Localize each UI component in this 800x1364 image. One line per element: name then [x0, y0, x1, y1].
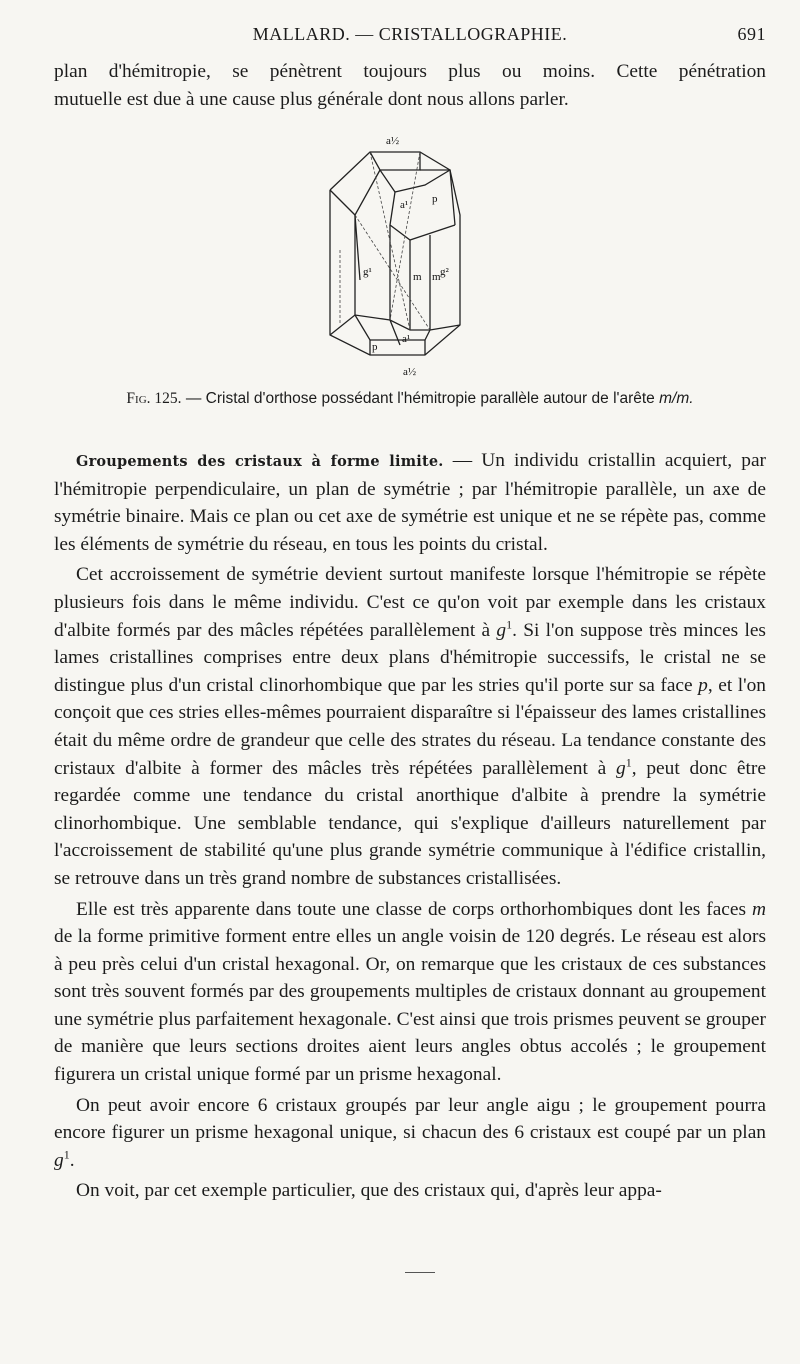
face-symbol: g: [54, 1149, 64, 1171]
top-line-2: mutuelle est due à une cause plus générale dont nous allons parler.: [54, 88, 569, 110]
fig-label-bottom: a½: [403, 366, 417, 378]
fig-label-g1: g¹: [363, 266, 372, 278]
fig-label-m2: m: [432, 271, 441, 283]
face-symbol: m: [751, 898, 766, 920]
paragraph-text: . Si l'on suppose très minces les lames cristallines comprises entre deux plans d'hémitropie successifs, le cristal ne se distingue plus d'un cristal clinorhombique que par les stries qu'il porte sur sa face: [54, 619, 766, 696]
paragraph-text: de la forme primitive forment entre elles un angle voisin de 120 degrés. Le réseau est alors à peu près celui d'un cristal hexagonal. Or, on remarque que les cristaux de ces substances sont très souvent formés par des groupements multiples de cristaux donnant au groupement une symétrie plus parfaitement hexagonale. C'est ainsi que trois prismes peuvent se grouper de manière que leurs sections droites aient leurs angles obtus accolés ; le groupement figurera un cristal unique formé par un prisme hexagonal.: [54, 926, 766, 1086]
section-heading: Groupements des cristaux à forme limite.: [76, 453, 444, 470]
paragraph-on-voit: On voit, par cet exemple particulier, que des cristaux qui, d'après leur appa-: [76, 1180, 662, 1202]
fig-label-a1-bottom: a¹: [402, 333, 411, 345]
face-index: 1: [63, 1147, 70, 1162]
fig-label-a1-top: a¹: [400, 199, 409, 211]
fig-label-top: a½: [386, 135, 400, 147]
face-symbol: g: [616, 757, 626, 779]
running-head: [54, 24, 766, 48]
caption-edge: m/m.: [659, 390, 694, 407]
paragraph-orthorhombiques: [54, 896, 766, 1089]
paragraph-accroissement: [54, 561, 766, 892]
bottom-rule: [405, 1272, 435, 1273]
paragraph-six-cristaux: [54, 1092, 766, 1175]
paragraph-text: On peut avoir encore 6 cristaux groupés par leur angle aigu ; le groupement pourra encore figurer un prisme hexagonal unique, si chacun des 6 cristaux est coupé par un plan: [54, 1094, 766, 1144]
orthose-crystal-drawing: [300, 130, 500, 385]
paragraph-text: , peut donc être regardée comme une tendance du cristal anorthique d'albite à prendre la symétrie clinorhombique. Une semblable tendance, qui s'explique d'ailleurs naturellement par l'accroissement de stabilité qu'une plus grande symétrie communique à l'édifice cristallin, se retrouve dans un très grand nombre de substances cristallisées.: [54, 757, 766, 889]
face-symbol: g: [496, 619, 507, 641]
main-text: [54, 447, 766, 1208]
fig-label-g2: g²: [440, 266, 449, 278]
fig-label-p-top: p: [432, 193, 438, 205]
face-symbol: p: [698, 674, 708, 696]
running-title: MALLARD. — CRISTALLOGRAPHIE.: [252, 24, 568, 44]
fig-label-p-bottom: p: [372, 341, 378, 353]
paragraph-text: , et l'on conçoit que ces stries elles-mêmes pourraient disparaître si l'épaisseur des lames cristallines était du même ordre de grandeur que celle des strates du réseau. La tendance constante des cristaux d'albite à former des mâcles très répétées parallèlement à: [54, 674, 766, 779]
crystal-figure: [300, 130, 500, 385]
caption-text: — Cristal d'orthose possédant l'hémitropie parallèle autour de l'arête: [181, 390, 660, 407]
page-number: 691: [737, 24, 766, 44]
face-index: 1: [625, 755, 632, 770]
top-line-1: plan d'hémitropie, se pénètrent toujours plus ou moins. Cette pénétration: [54, 61, 766, 82]
paragraph-text: Elle est très apparente dans toute une classe de corps orthorhombiques dont les faces: [76, 898, 752, 920]
paragraph-text: — Un individu cristallin acquiert, par l'hémitropie perpendiculaire, un plan de symétrie ; par l'hémitropie parallèle, un axe de symétrie binaire. Mais ce plan ou cet axe de symétrie est unique et ne se répète pas, comme les éléments de symétrie du réseau, en tous les points du cristal.: [54, 450, 767, 555]
paragraph-groupements: [54, 447, 766, 558]
figure-number: Fig. 125.: [126, 390, 182, 407]
fig-label-m1: m: [413, 271, 422, 283]
face-index: 1: [506, 617, 513, 632]
paragraph-text: Cet accroissement de symétrie devient surtout manifeste lorsque l'hémitropie se répète plusieurs fois dans le même individu. C'est ce qu'on voit par exemple dans les cristaux d'albite formés par des mâcles répétées parallèlement à: [54, 564, 766, 641]
top-paragraph: [54, 58, 766, 113]
paragraph-text: .: [69, 1149, 75, 1171]
figure-caption: [54, 390, 766, 408]
